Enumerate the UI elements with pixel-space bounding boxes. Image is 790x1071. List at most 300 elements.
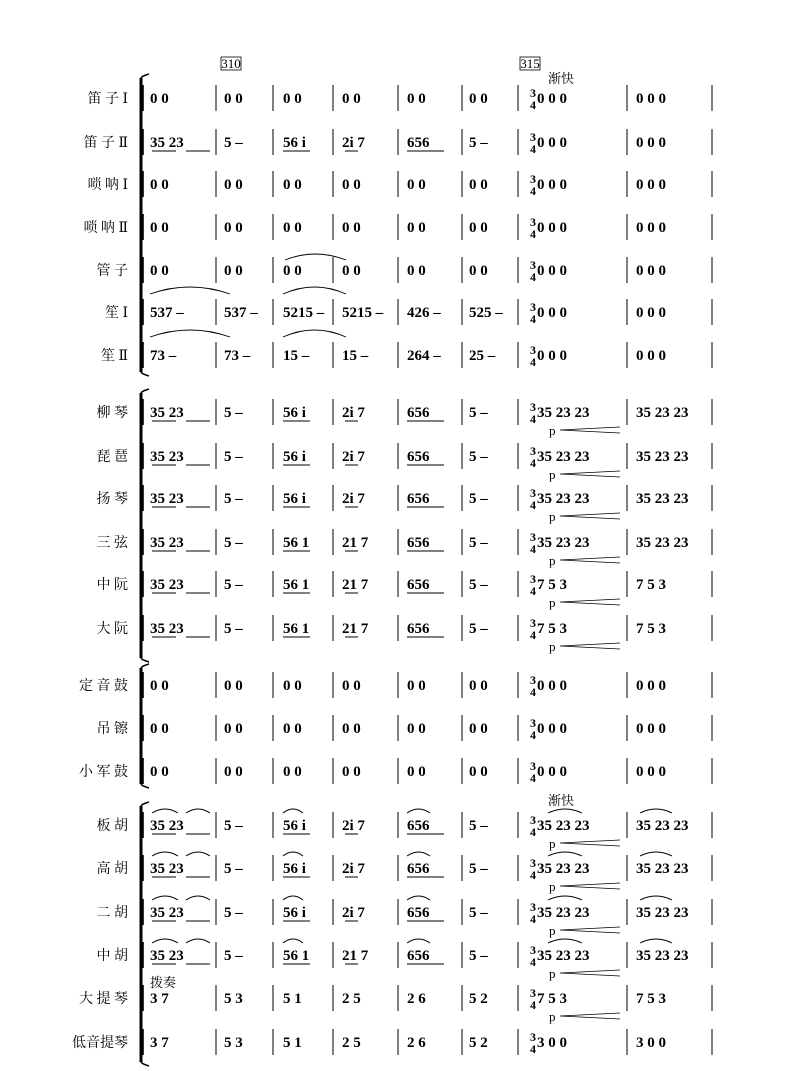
measure-3: 56 1 — [283, 621, 310, 637]
measure-7: 0 0 0 — [537, 721, 567, 737]
crescendo-hairpin — [560, 927, 620, 933]
measure-5: 0 0 — [407, 177, 426, 193]
measure-6: 0 0 — [469, 91, 488, 107]
measure-2: 73 – — [224, 348, 251, 364]
crescendo-hairpin — [560, 513, 620, 519]
time-signature-denominator: 4 — [530, 1042, 536, 1056]
instrument-label-banhu: 板 胡 — [96, 819, 128, 834]
measure-7: 0 0 0 — [537, 91, 567, 107]
time-signature-denominator: 4 — [530, 628, 536, 642]
measure-5: 0 0 — [407, 721, 426, 737]
measure-4: 2i 7 — [342, 905, 365, 921]
measure-7: 7 5 3 — [537, 621, 567, 637]
measure-2: 0 0 — [224, 220, 243, 236]
bracket-hook — [141, 74, 149, 78]
time-signature-numerator: 3 — [530, 486, 536, 500]
measure-1: 0 0 — [150, 721, 169, 737]
measure-3: 56 1 — [283, 948, 310, 964]
dynamic-p: p — [549, 509, 556, 524]
measure-6: 5 – — [469, 449, 488, 465]
instrument-label-dingyingu: 定 音 鼓 — [79, 679, 128, 694]
slur — [407, 809, 430, 813]
measure-1: 0 0 — [150, 220, 169, 236]
time-signature-denominator: 4 — [530, 456, 536, 470]
tempo-marking: 渐快 — [548, 71, 575, 86]
measure-5: 656 — [407, 818, 430, 834]
measure-2: 0 0 — [224, 263, 243, 279]
measure-1: 0 0 — [150, 177, 169, 193]
slur — [186, 939, 210, 943]
measure-3: 0 0 — [283, 678, 302, 694]
measure-5: 656 — [407, 905, 430, 921]
slur — [407, 896, 430, 900]
measure-1: 35 23 — [150, 449, 184, 465]
measure-5: 426 – — [407, 305, 441, 321]
measure-1: 537 – — [150, 305, 184, 321]
measure-4: 0 0 — [342, 678, 361, 694]
measure-3: 0 0 — [283, 764, 302, 780]
instrument-label-liuqin: 柳 琴 — [96, 406, 128, 421]
measure-7: 35 23 23 — [537, 861, 590, 877]
pizzicato-marking: 拨奏 — [150, 975, 177, 990]
rehearsal-number-315: 315 — [520, 56, 540, 71]
measure-8: 35 23 23 — [636, 905, 689, 921]
time-signature-denominator: 4 — [530, 227, 536, 241]
measure-7: 35 23 23 — [537, 449, 590, 465]
measure-7: 0 0 0 — [537, 177, 567, 193]
time-signature-denominator: 4 — [530, 685, 536, 699]
measure-8: 35 23 23 — [636, 491, 689, 507]
measure-2: 5 3 — [224, 991, 243, 1007]
slur — [283, 852, 303, 856]
measure-2: 5 – — [224, 535, 243, 551]
measure-5: 656 — [407, 135, 430, 151]
measure-6: 0 0 — [469, 177, 488, 193]
measure-7: 35 23 23 — [537, 818, 590, 834]
measure-2: 0 0 — [224, 177, 243, 193]
measure-4: 2i 7 — [342, 818, 365, 834]
dynamic-p: p — [549, 879, 556, 894]
slur — [152, 809, 178, 813]
measure-5: 264 – — [407, 348, 441, 364]
bracket-hook — [141, 784, 149, 788]
time-signature-denominator: 4 — [530, 498, 536, 512]
slur — [640, 896, 672, 900]
measure-2: 5 – — [224, 449, 243, 465]
measure-4: 15 – — [342, 348, 369, 364]
measure-1: 35 23 — [150, 535, 184, 551]
measure-6: 5 – — [469, 861, 488, 877]
crescendo-hairpin — [560, 557, 620, 563]
measure-3: 56 1 — [283, 535, 310, 551]
instrument-label-zhongruan: 中 阮 — [96, 578, 128, 593]
measure-6: 5 – — [469, 621, 488, 637]
tie — [283, 287, 346, 294]
measure-3: 0 0 — [283, 177, 302, 193]
measure-4: 0 0 — [342, 177, 361, 193]
measure-3: 0 0 — [283, 721, 302, 737]
crescendo-hairpin — [560, 1013, 620, 1019]
dynamic-p: p — [549, 836, 556, 851]
measure-8: 0 0 0 — [636, 91, 666, 107]
instrument-label-xiaojungu: 小 军 鼓 — [79, 765, 128, 780]
measure-2: 0 0 — [224, 721, 243, 737]
slur — [407, 939, 430, 943]
time-signature-numerator: 3 — [530, 856, 536, 870]
instrument-label-datiqin: 大 提 琴 — [79, 992, 128, 1007]
measure-3: 56 i — [283, 135, 306, 151]
measure-5: 0 0 — [407, 678, 426, 694]
time-signature-denominator: 4 — [530, 868, 536, 882]
measure-1: 0 0 — [150, 764, 169, 780]
instrument-label-suona1: 唢 呐 Ⅰ — [87, 178, 128, 193]
tempo-marking-strings: 渐快 — [548, 793, 575, 808]
instrument-label-diyintiqin: 低音提琴 — [72, 1036, 128, 1051]
time-signature-numerator: 3 — [530, 86, 536, 100]
time-signature-denominator: 4 — [530, 825, 536, 839]
measure-2: 5 – — [224, 948, 243, 964]
measure-4: 2i 7 — [342, 491, 365, 507]
time-signature-numerator: 3 — [530, 900, 536, 914]
measure-4: 2 5 — [342, 991, 361, 1007]
measure-3: 0 0 — [283, 220, 302, 236]
measure-7: 7 5 3 — [537, 577, 567, 593]
slur — [283, 809, 303, 813]
time-signature-numerator: 3 — [530, 572, 536, 586]
measure-4: 21 7 — [342, 577, 369, 593]
measure-8: 3 0 0 — [636, 1035, 666, 1051]
measure-5: 656 — [407, 621, 430, 637]
instrument-label-gaohu: 高 胡 — [96, 862, 128, 877]
time-signature-numerator: 3 — [530, 444, 536, 458]
time-signature-numerator: 3 — [530, 130, 536, 144]
dynamic-p: p — [549, 639, 556, 654]
measure-4: 2i 7 — [342, 405, 365, 421]
slur — [548, 896, 582, 900]
tie — [285, 254, 346, 260]
dynamic-p: p — [549, 923, 556, 938]
measure-3: 5215 – — [283, 305, 325, 321]
measure-6: 5 – — [469, 905, 488, 921]
measure-2: 5 – — [224, 861, 243, 877]
measure-4: 21 7 — [342, 948, 369, 964]
measure-2: 5 – — [224, 405, 243, 421]
tie — [283, 330, 346, 337]
time-signature-numerator: 3 — [530, 300, 536, 314]
time-signature-numerator: 3 — [530, 530, 536, 544]
time-signature-numerator: 3 — [530, 716, 536, 730]
bracket-hook — [141, 1062, 149, 1066]
measure-8: 35 23 23 — [636, 449, 689, 465]
dynamic-p: p — [549, 595, 556, 610]
measure-1: 35 23 — [150, 491, 184, 507]
crescendo-hairpin — [560, 840, 620, 846]
measure-2: 5 – — [224, 577, 243, 593]
measure-1: 0 0 — [150, 263, 169, 279]
measure-6: 5 – — [469, 135, 488, 151]
measure-1: 35 23 — [150, 905, 184, 921]
slur — [186, 852, 210, 856]
measure-7: 0 0 0 — [537, 135, 567, 151]
instrument-label-daruan: 大 阮 — [96, 622, 128, 637]
time-signature-denominator: 4 — [530, 771, 536, 785]
measure-2: 0 0 — [224, 764, 243, 780]
time-signature-numerator: 3 — [530, 813, 536, 827]
measure-8: 0 0 0 — [636, 348, 666, 364]
measure-1: 35 23 — [150, 577, 184, 593]
time-signature-denominator: 4 — [530, 355, 536, 369]
measure-3: 56 i — [283, 905, 306, 921]
measure-3: 56 1 — [283, 577, 310, 593]
measure-6: 0 0 — [469, 678, 488, 694]
bracket-hook — [141, 802, 149, 806]
time-signature-denominator: 4 — [530, 584, 536, 598]
time-signature-denominator: 4 — [530, 184, 536, 198]
time-signature-numerator: 3 — [530, 258, 536, 272]
measure-5: 2 6 — [407, 991, 426, 1007]
measure-4: 0 0 — [342, 263, 361, 279]
crescendo-hairpin — [560, 883, 620, 889]
instrument-label-dizi1: 笛 子 Ⅰ — [87, 92, 128, 107]
measure-4: 2i 7 — [342, 449, 365, 465]
instrument-label-pipa: 琵 琶 — [96, 450, 128, 465]
crescendo-hairpin — [560, 599, 620, 605]
measure-6: 5 – — [469, 948, 488, 964]
measure-5: 656 — [407, 449, 430, 465]
measure-7: 0 0 0 — [537, 305, 567, 321]
instrument-label-suona2: 唢 呐 Ⅱ — [83, 221, 128, 236]
measure-8: 35 23 23 — [636, 818, 689, 834]
measure-8: 35 23 23 — [636, 948, 689, 964]
dynamic-p: p — [549, 553, 556, 568]
time-signature-denominator: 4 — [530, 998, 536, 1012]
measure-8: 0 0 0 — [636, 220, 666, 236]
measure-1: 35 23 — [150, 818, 184, 834]
tie — [150, 330, 230, 337]
measure-7: 35 23 23 — [537, 948, 590, 964]
measure-4: 0 0 — [342, 91, 361, 107]
slur — [548, 809, 582, 813]
measure-4: 0 0 — [342, 721, 361, 737]
measure-6: 5 – — [469, 577, 488, 593]
time-signature-denominator: 4 — [530, 142, 536, 156]
measure-1: 35 23 — [150, 405, 184, 421]
slur — [152, 939, 178, 943]
measure-6: 5 2 — [469, 991, 488, 1007]
measure-6: 5 2 — [469, 1035, 488, 1051]
measure-3: 56 i — [283, 861, 306, 877]
measure-7: 0 0 0 — [537, 764, 567, 780]
measure-6: 5 – — [469, 491, 488, 507]
time-signature-denominator: 4 — [530, 542, 536, 556]
measure-6: 5 – — [469, 535, 488, 551]
measure-6: 5 – — [469, 818, 488, 834]
measure-5: 656 — [407, 491, 430, 507]
measure-7: 0 0 0 — [537, 348, 567, 364]
measure-1: 0 0 — [150, 91, 169, 107]
crescendo-hairpin — [560, 471, 620, 477]
measure-5: 656 — [407, 535, 430, 551]
measure-7: 35 23 23 — [537, 405, 590, 421]
measure-6: 0 0 — [469, 721, 488, 737]
time-signature-numerator: 3 — [530, 215, 536, 229]
measure-3: 0 0 — [283, 91, 302, 107]
instrument-label-sanxian: 三 弦 — [96, 536, 128, 551]
slur — [283, 939, 303, 943]
measure-5: 0 0 — [407, 263, 426, 279]
time-signature-denominator: 4 — [530, 412, 536, 426]
measure-4: 0 0 — [342, 220, 361, 236]
measure-2: 5 – — [224, 135, 243, 151]
measure-1: 3 7 — [150, 991, 169, 1007]
measure-8: 0 0 0 — [636, 721, 666, 737]
bracket-hook — [141, 372, 149, 376]
measure-2: 0 0 — [224, 678, 243, 694]
measure-8: 0 0 0 — [636, 305, 666, 321]
measure-8: 35 23 23 — [636, 861, 689, 877]
measure-6: 0 0 — [469, 220, 488, 236]
slur — [548, 852, 582, 856]
measure-3: 56 i — [283, 449, 306, 465]
measure-3: 5 1 — [283, 1035, 302, 1051]
slur — [640, 939, 672, 943]
measure-7: 0 0 0 — [537, 263, 567, 279]
measure-3: 56 i — [283, 405, 306, 421]
time-signature-denominator: 4 — [530, 270, 536, 284]
measure-4: 2 5 — [342, 1035, 361, 1051]
measure-2: 5 – — [224, 905, 243, 921]
instrument-label-yangqin: 扬 琴 — [96, 492, 128, 507]
measure-4: 21 7 — [342, 535, 369, 551]
bracket-hook — [141, 389, 149, 393]
tie — [150, 287, 230, 294]
measure-6: 0 0 — [469, 263, 488, 279]
slur — [186, 809, 210, 813]
dynamic-p: p — [549, 1009, 556, 1024]
measure-5: 2 6 — [407, 1035, 426, 1051]
measure-4: 21 7 — [342, 621, 369, 637]
bracket-hook — [141, 664, 149, 668]
time-signature-denominator: 4 — [530, 912, 536, 926]
measure-4: 5215 – — [342, 305, 384, 321]
measure-5: 0 0 — [407, 220, 426, 236]
measure-7: 35 23 23 — [537, 535, 590, 551]
crescendo-hairpin — [560, 427, 620, 433]
time-signature-numerator: 3 — [530, 673, 536, 687]
instrument-label-sheng2: 笙 Ⅱ — [100, 349, 128, 364]
measure-8: 0 0 0 — [636, 263, 666, 279]
measure-3: 5 1 — [283, 991, 302, 1007]
time-signature-numerator: 3 — [530, 400, 536, 414]
time-signature-numerator: 3 — [530, 1030, 536, 1044]
measure-7: 35 23 23 — [537, 491, 590, 507]
slur — [152, 896, 178, 900]
measure-8: 7 5 3 — [636, 577, 666, 593]
dynamic-p: p — [549, 467, 556, 482]
measure-1: 35 23 — [150, 621, 184, 637]
dynamic-p: p — [549, 966, 556, 981]
measure-8: 7 5 3 — [636, 621, 666, 637]
measure-4: 2i 7 — [342, 135, 365, 151]
measure-5: 0 0 — [407, 764, 426, 780]
measure-1: 35 23 — [150, 135, 184, 151]
measure-8: 35 23 23 — [636, 535, 689, 551]
measure-8: 7 5 3 — [636, 991, 666, 1007]
time-signature-numerator: 3 — [530, 943, 536, 957]
measure-8: 0 0 0 — [636, 764, 666, 780]
measure-1: 3 7 — [150, 1035, 169, 1051]
rehearsal-number-310: 310 — [221, 56, 241, 71]
dynamic-p: p — [549, 423, 556, 438]
measure-1: 73 – — [150, 348, 177, 364]
measure-4: 0 0 — [342, 764, 361, 780]
crescendo-hairpin — [560, 643, 620, 649]
measure-5: 0 0 — [407, 91, 426, 107]
time-signature-numerator: 3 — [530, 616, 536, 630]
time-signature-numerator: 3 — [530, 172, 536, 186]
measure-2: 5 – — [224, 818, 243, 834]
measure-1: 0 0 — [150, 678, 169, 694]
time-signature-denominator: 4 — [530, 955, 536, 969]
measure-7: 0 0 0 — [537, 220, 567, 236]
measure-5: 656 — [407, 861, 430, 877]
measure-3: 56 i — [283, 818, 306, 834]
measure-8: 0 0 0 — [636, 135, 666, 151]
instrument-label-dizi2: 笛 子 Ⅱ — [83, 136, 128, 151]
measure-2: 5 3 — [224, 1035, 243, 1051]
measure-2: 537 – — [224, 305, 258, 321]
measure-2: 5 – — [224, 621, 243, 637]
measure-5: 656 — [407, 405, 430, 421]
measure-1: 35 23 — [150, 948, 184, 964]
slur — [186, 896, 210, 900]
measure-3: 15 – — [283, 348, 310, 364]
measure-3: 0 0 — [283, 263, 302, 279]
measure-2: 0 0 — [224, 91, 243, 107]
measure-4: 2i 7 — [342, 861, 365, 877]
bracket-hook — [141, 658, 149, 662]
time-signature-denominator: 4 — [530, 728, 536, 742]
slur — [407, 852, 430, 856]
slur — [152, 852, 178, 856]
instrument-label-guanzi: 管 子 — [96, 264, 128, 279]
time-signature-numerator: 3 — [530, 759, 536, 773]
slur — [548, 939, 582, 943]
measure-2: 5 – — [224, 491, 243, 507]
measure-1: 35 23 — [150, 861, 184, 877]
measure-6: 25 – — [469, 348, 496, 364]
measure-8: 35 23 23 — [636, 405, 689, 421]
time-signature-numerator: 3 — [530, 343, 536, 357]
slur — [640, 852, 672, 856]
measure-5: 656 — [407, 948, 430, 964]
crescendo-hairpin — [560, 970, 620, 976]
measure-8: 0 0 0 — [636, 678, 666, 694]
instrument-label-zhonghu: 中 胡 — [96, 949, 128, 964]
measure-7: 35 23 23 — [537, 905, 590, 921]
instrument-label-erhu: 二 胡 — [96, 906, 128, 921]
time-signature-denominator: 4 — [530, 312, 536, 326]
measure-7: 0 0 0 — [537, 678, 567, 694]
instrument-label-diaobo: 吊 镲 — [96, 722, 128, 737]
time-signature-denominator: 4 — [530, 98, 536, 112]
time-signature-numerator: 3 — [530, 986, 536, 1000]
slur — [640, 809, 672, 813]
measure-7: 7 5 3 — [537, 991, 567, 1007]
measure-6: 525 – — [469, 305, 503, 321]
instrument-label-sheng1: 笙 Ⅰ — [104, 306, 128, 321]
measure-6: 5 – — [469, 405, 488, 421]
